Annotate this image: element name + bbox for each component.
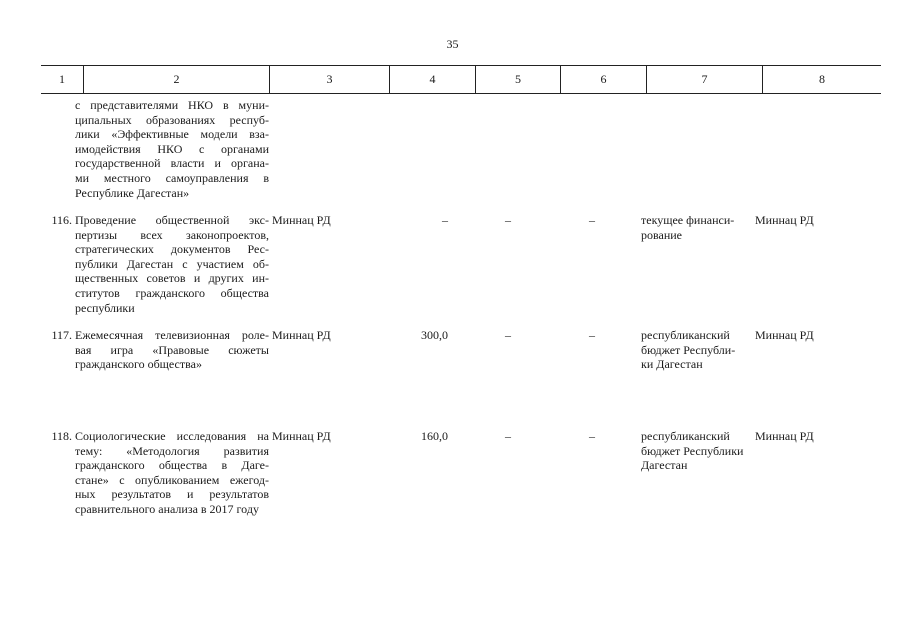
header-col-8: 8: [819, 72, 825, 86]
row-col5-value: –: [505, 328, 511, 342]
text-line: вая игра «Правовые сюжеты: [75, 342, 269, 357]
text-line: ки Дагестан: [641, 357, 703, 372]
row-description: [75, 213, 269, 315]
row-executor: Миннац РД: [272, 328, 331, 342]
row-col5-value: –: [505, 429, 511, 443]
row-col4-value: 300,0: [421, 328, 448, 342]
text-line: ципальных образованиях респуб-: [75, 112, 269, 127]
text-line: тему: «Методология развития: [75, 443, 269, 458]
header-col-1: 1: [41, 66, 84, 93]
row-col5-value: –: [505, 213, 511, 227]
text-line: текущее финанси-: [641, 213, 735, 227]
header-col-3: 3: [270, 66, 390, 93]
text-line: публики Дагестан с участием об-: [75, 256, 269, 271]
text-line: Дагестан: [641, 458, 688, 473]
row-responsible: Миннац РД: [755, 328, 814, 342]
row-col6-value: –: [589, 328, 595, 342]
row-col4-value: –: [442, 213, 448, 227]
text-line: стратегических документов Рес-: [75, 242, 269, 257]
text-line: республиканский: [641, 429, 730, 443]
row-number: 118.: [51, 429, 72, 443]
table-header: [41, 65, 881, 94]
row-number: 116.: [51, 213, 72, 227]
text-line: республиканский: [641, 328, 730, 342]
row-responsible: Миннац РД: [755, 213, 814, 227]
header-col-7: 7: [647, 66, 763, 93]
row-number: 117.: [51, 328, 72, 342]
row-funding-source: [641, 328, 751, 372]
text-line: бюджет Республи-: [641, 342, 736, 357]
text-line: стане» с опубликованием ежегод-: [75, 472, 269, 487]
text-line: гражданского общества»: [75, 357, 202, 372]
text-line: сравнительного анализа в 2017 году: [75, 501, 259, 516]
row-description: [75, 328, 269, 372]
page-number: 35: [446, 37, 459, 51]
text-line: пертизы всех законопроектов,: [75, 227, 269, 242]
text-line: ститутов гражданского общества: [75, 285, 269, 300]
continuation-description: [75, 98, 269, 200]
text-line: Республике Дагестан»: [75, 185, 190, 200]
text-line: имодействия НКО с органами: [75, 141, 269, 156]
header-col-2: 2: [84, 66, 270, 93]
text-line: рование: [641, 227, 683, 242]
text-line: ных результатов и результатов: [75, 487, 269, 502]
text-line: бюджет Республики: [641, 443, 744, 458]
text-line: государственной власти и органа-: [75, 156, 269, 171]
header-col-6: 6: [561, 66, 647, 93]
header-col-4: 4: [390, 66, 476, 93]
text-line: щественных советов и других ин-: [75, 271, 269, 286]
row-funding-source: [641, 213, 751, 242]
row-col4-value: 160,0: [421, 429, 448, 443]
row-executor: Миннац РД: [272, 429, 331, 443]
text-line: Проведение общественной экс-: [75, 213, 269, 227]
text-line: Социологические исследования на: [75, 429, 269, 443]
row-description: [75, 429, 269, 517]
row-responsible: Миннац РД: [755, 429, 814, 443]
header-col-5: 5: [476, 66, 561, 93]
text-line: с представителями НКО в муни-: [75, 98, 269, 112]
row-executor: Миннац РД: [272, 213, 331, 227]
text-line: республики: [75, 300, 135, 315]
row-col6-value: –: [589, 213, 595, 227]
row-funding-source: [641, 429, 751, 473]
text-line: лики «Эффективные модели вза-: [75, 127, 269, 142]
text-line: Ежемесячная телевизионная роле-: [75, 328, 269, 342]
text-line: ми местного самоуправления в: [75, 170, 269, 185]
row-col6-value: –: [589, 429, 595, 443]
text-line: гражданского общества в Даге-: [75, 458, 269, 473]
